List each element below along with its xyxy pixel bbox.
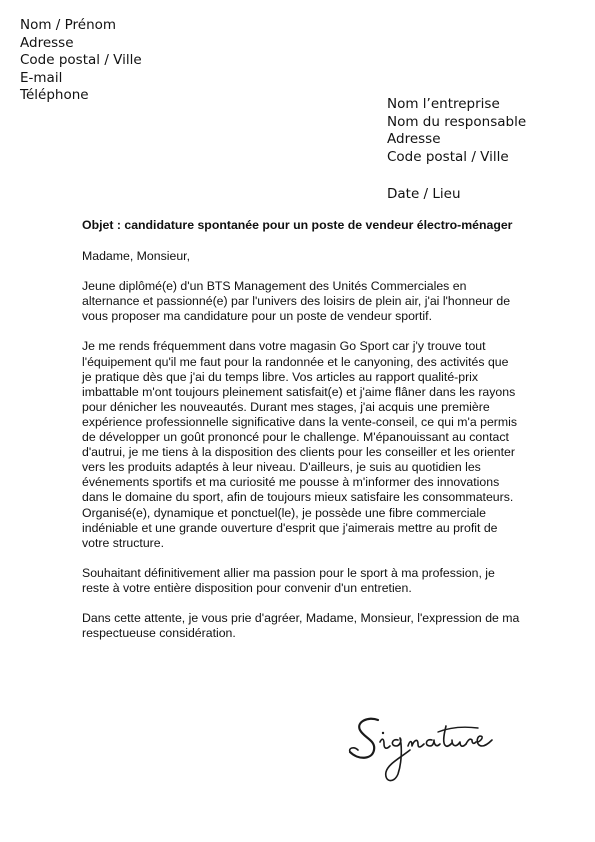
- recipient-postal-city: Code postal / Ville: [387, 148, 509, 165]
- recipient-company: Nom l’entreprise: [387, 96, 500, 112]
- paragraph-closing: Dans cette attente, je vous prie d'agréer, Madame, Monsieur, l'expression de ma respectueuse considération.: [82, 610, 520, 641]
- handwritten-signature: [346, 712, 496, 786]
- salutation: Madame, Monsieur,: [82, 249, 190, 264]
- paragraph-experience: Je me rends fréquemment dans votre magasin Go Sport car j'y trouve tout l'équipement qu'il me faut pour la randonnée et le canyoning, des activités que je pratique dès que j'ai du temps libre. Vos articles au rapport qualité-prix imbattable m'ont toujours pleinement satisfait(e) et j'aime flâner dans les rayons pour dénicher les nouveautés. Durant mes stages, j'ai acquis une première expérience professionnelle significative dans la vente-conseil, ce qui m'a permis de développer un goût prononcé pour le challenge. M'épanouissant au contact d'autrui, je me tiens à la disposition des clients pour les conseiller et les orienter vers les produits adaptés à leur niveau. D'ailleurs, je suis au quotidien les événements sportifs et ma curiosité me pousse à m'informer des innovations dans le domaine du sport, afin de toujours mieux satisfaire les consommateurs. Organisé(e), dynamique et ponctuel(le), je possède une fibre commerciale indéniable et une grande ouverture d'esprit que j'aimerais mettre au profit de votre structure.: [82, 339, 518, 550]
- recipient-block: [387, 96, 526, 166]
- sender-name: Nom / Prénom: [20, 17, 117, 33]
- paragraph-intro: Jeune diplômé(e) d'un BTS Management des Unités Commerciales en alternance et passionné(e) par l'univers des loisirs de plein air, j'ai l'honneur de vous proposer ma candidature pour un poste de vendeur sportif.: [82, 279, 511, 324]
- paragraph-availability: Souhaitant définitivement allier ma passion pour le sport à ma profession, je reste à votre entière disposition pour convenir d'un entretien.: [82, 565, 495, 595]
- sender-phone: Téléphone: [20, 87, 89, 103]
- date-place: Date / Lieu: [387, 186, 461, 202]
- recipient-address: Adresse: [387, 131, 441, 147]
- letter-subject: Objet : candidature spontanée pour un poste de vendeur électro-ménager: [82, 218, 513, 232]
- sender-block: [20, 17, 142, 105]
- recipient-manager: Nom du responsable: [387, 113, 527, 130]
- sender-address: Adresse: [20, 34, 74, 51]
- sender-postal-city: Code postal / Ville: [20, 52, 142, 68]
- sender-email: E-mail: [20, 69, 63, 86]
- letter-body: [82, 218, 520, 656]
